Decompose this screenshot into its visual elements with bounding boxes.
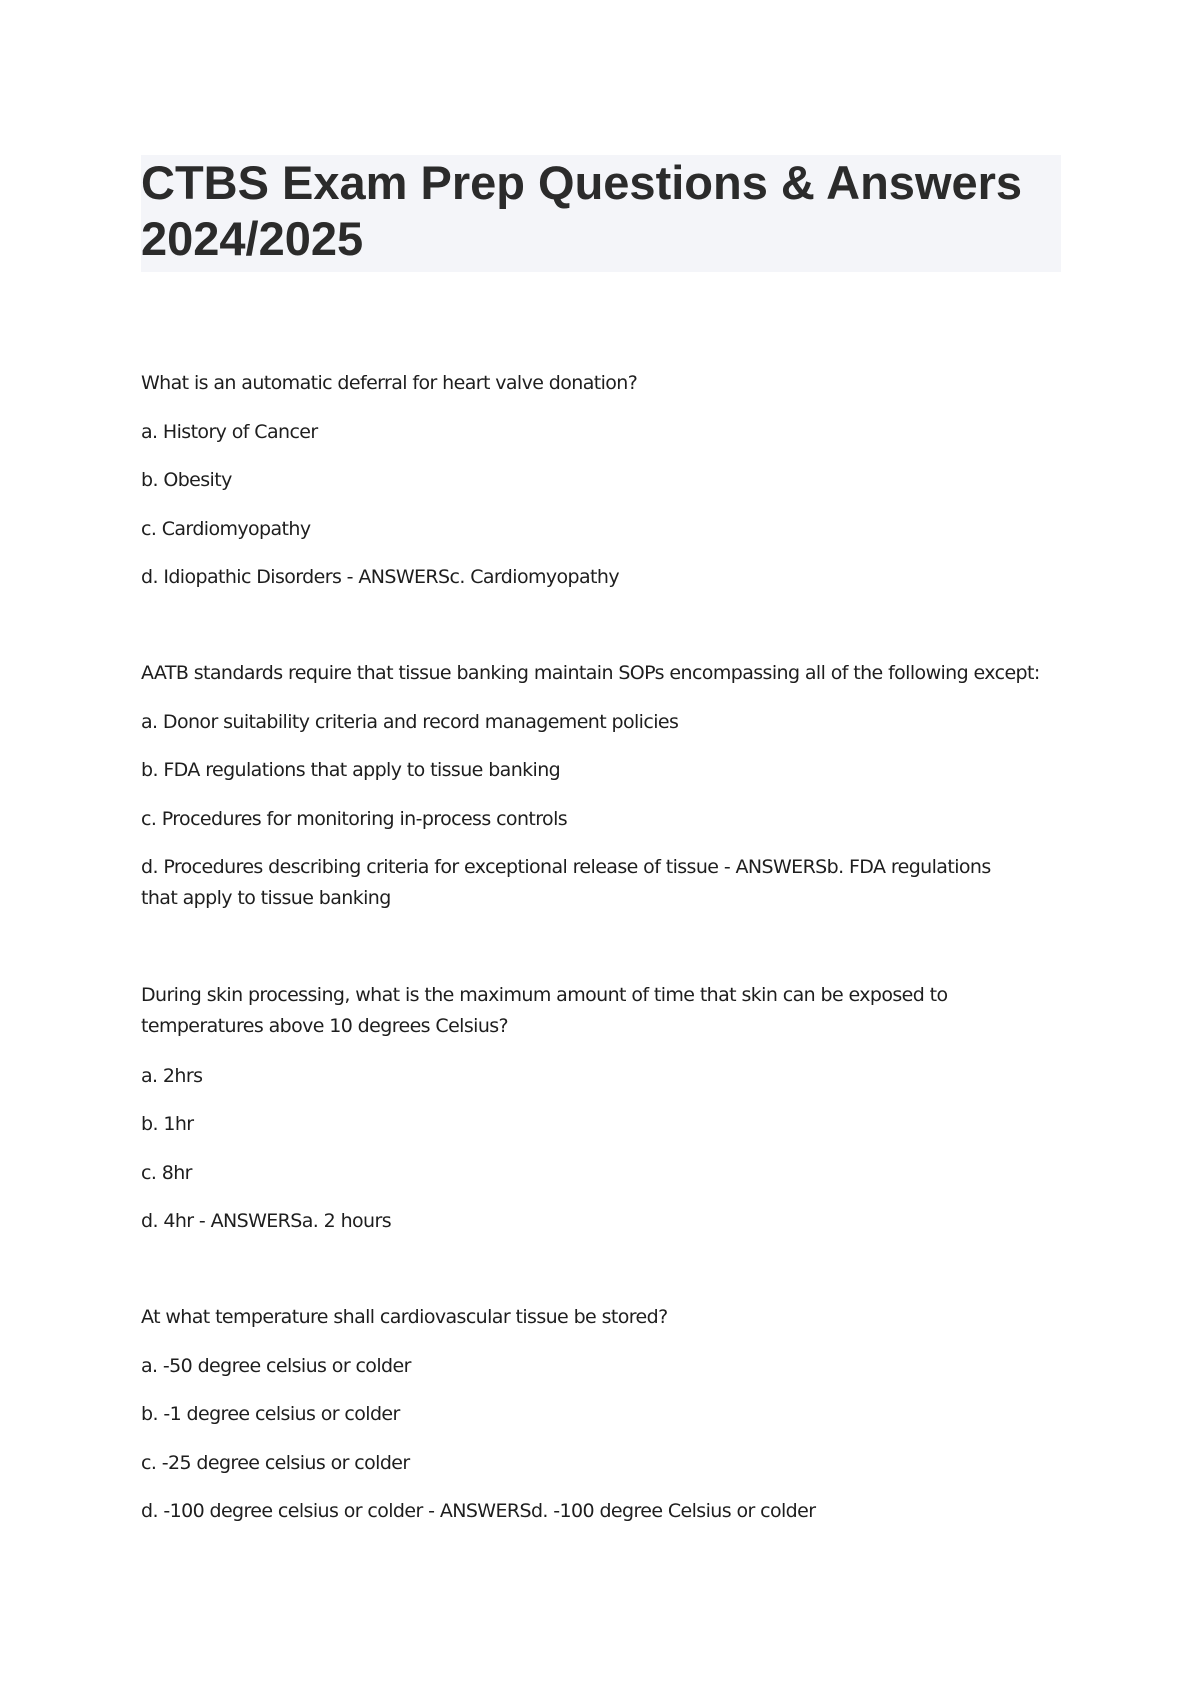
answer-option: a. Donor suitability criteria and record management policies <box>141 711 679 733</box>
answer-option: c. -25 degree celsius or colder <box>141 1452 410 1474</box>
answer-option-with-key: d. 4hr - ANSWERSa. 2 hours <box>141 1210 392 1232</box>
question-text: At what temperature shall cardiovascular tissue be stored? <box>141 1306 668 1328</box>
answer-option: c. Cardiomyopathy <box>141 518 311 540</box>
answer-option-with-key: d. Procedures describing criteria for exceptional release of tissue - ANSWERSb. FDA regulations that apply to tissue banking <box>141 856 991 909</box>
document-title: CTBS Exam Prep Questions & Answers 2024/2025 <box>141 156 1023 265</box>
question-text: AATB standards require that tissue banking maintain SOPs encompassing all of the following except: <box>141 662 1040 684</box>
answer-option: c. Procedures for monitoring in-process controls <box>141 808 568 830</box>
question-text: What is an automatic deferral for heart valve donation? <box>141 372 638 394</box>
answer-option: a. -50 degree celsius or colder <box>141 1355 411 1377</box>
answer-option: b. Obesity <box>141 469 232 491</box>
answer-option-with-key: d. -100 degree celsius or colder - ANSWERSd. -100 degree Celsius or colder <box>141 1500 816 1522</box>
answer-option: a. History of Cancer <box>141 421 318 443</box>
answer-option: b. -1 degree celsius or colder <box>141 1403 400 1425</box>
answer-option-with-key: d. Idiopathic Disorders - ANSWERSc. Cardiomyopathy <box>141 566 619 588</box>
answer-option: a. 2hrs <box>141 1065 203 1087</box>
answer-option: c. 8hr <box>141 1162 192 1184</box>
question-text: During skin processing, what is the maximum amount of time that skin can be exposed to temperatures above 10 degrees Celsius? <box>141 984 948 1037</box>
answer-option: b. FDA regulations that apply to tissue banking <box>141 759 561 781</box>
answer-option: b. 1hr <box>141 1113 194 1135</box>
